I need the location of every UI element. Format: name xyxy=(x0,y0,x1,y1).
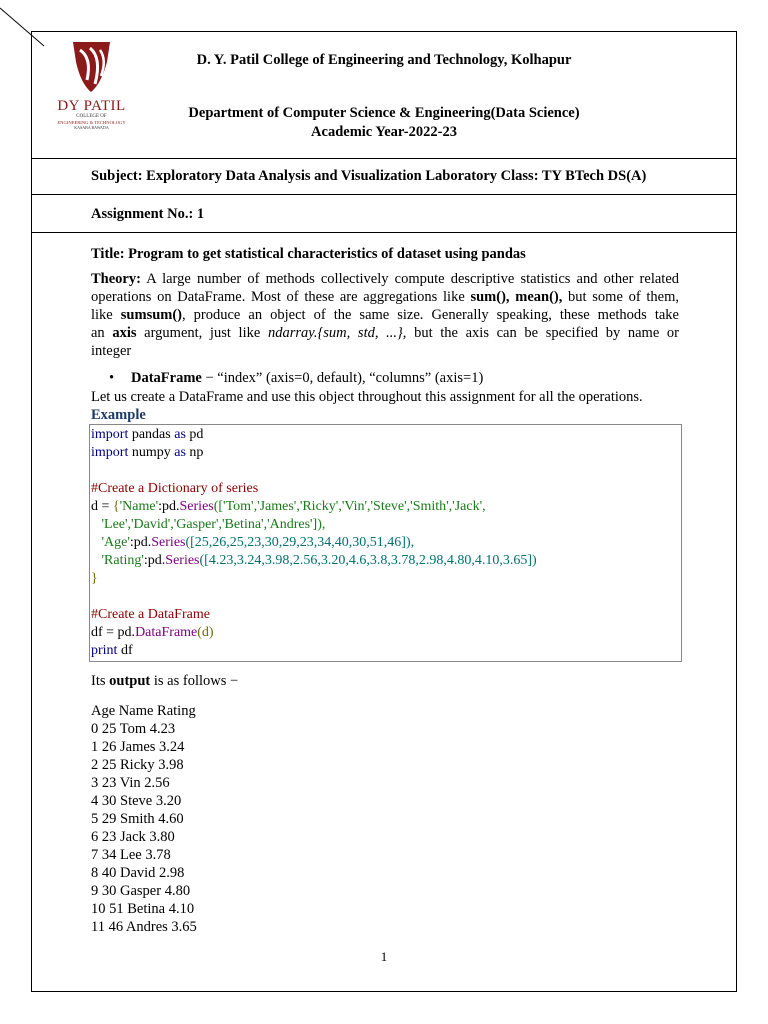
department-name: Department of Computer Science & Engineering(Data Science) xyxy=(188,105,580,121)
output-line: 0 25 Tom 4.23 xyxy=(91,721,176,737)
page-number: 1 xyxy=(380,949,388,964)
output-line: 2 25 Ricky 3.98 xyxy=(91,757,184,773)
divider xyxy=(32,158,736,159)
output-line: 1 26 James 3.24 xyxy=(91,739,185,755)
bullet-dot-icon: • xyxy=(109,370,115,386)
output-line: 11 46 Andres 3.65 xyxy=(91,919,197,935)
output-intro: Its output is as follows − xyxy=(91,673,239,689)
output-line: 10 51 Betina 4.10 xyxy=(91,901,195,917)
output-line: 7 34 Lee 3.78 xyxy=(91,847,171,863)
code-block: import pandas as pd import numpy as np #Create a Dictionary of series d = {'Name':pd.Series(['Tom','James','Ricky','Vin','Steve','Smith','Jack', 'Lee','David','Gasper','Betina','Andres']), 'Age':pd.Series([25,26,25,23,30,29,23,34,40,30,51,46]), 'Rating':pd.Series([4.23,3.24,3.98,2.56,3.20,4.6,3.8,3.78,2.98,4.80,4.10,3.65]) } #Create a DataFrame df = pd.DataFrame(d) print df xyxy=(89,424,682,662)
logo-subtext-1: COLLEGE OF xyxy=(76,114,107,119)
divider xyxy=(32,194,736,195)
output-line: 6 23 Jack 3.80 xyxy=(91,829,175,845)
example-heading: Example xyxy=(91,407,146,423)
output-line: 5 29 Smith 4.60 xyxy=(91,811,184,827)
output-line: 8 40 David 2.98 xyxy=(91,865,185,881)
divider xyxy=(32,232,736,233)
output-table xyxy=(91,702,197,936)
logo-title: DY PATIL xyxy=(57,98,126,114)
logo-subtext-2: ENGINEERING & TECHNOLOGY xyxy=(57,120,126,125)
document-page xyxy=(31,31,737,992)
code-comment: #Create a DataFrame xyxy=(91,607,210,622)
output-line: 4 30 Steve 3.20 xyxy=(91,793,182,809)
theory-paragraph: Theory: A large number of methods collectively compute descriptive statistics and other related operations on DataFrame. Most of these are aggregations like sum(), mean(), but some of them, like sumsum(), produce an object of the same size. Generally speaking, these methods take an axis argument, just like ndarray.{sum, std, ...}, but the axis can be specified by name or integer xyxy=(91,271,679,359)
intro-text: Let us create a DataFrame and use this object throughout this assignment for all the operations. xyxy=(91,389,643,405)
theory-label: Theory: xyxy=(91,271,141,287)
dataframe-bullet: • DataFrame − “index” (axis=0, default), “columns” (axis=1) xyxy=(109,370,484,386)
logo-subtext-3: KASABA BAWADA xyxy=(74,125,109,130)
college-name: D. Y. Patil College of Engineering and Technology, Kolhapur xyxy=(196,52,572,68)
output-line: 9 30 Gasper 4.80 xyxy=(91,883,191,899)
assignment-title: Title: Program to get statistical characteristics of dataset using pandas xyxy=(91,246,526,262)
subject-line: Subject: Exploratory Data Analysis and Visualization Laboratory Class: TY BTech DS(A) xyxy=(91,168,647,184)
code-comment: #Create a Dictionary of series xyxy=(91,481,259,496)
academic-year: Academic Year-2022-23 xyxy=(311,124,457,140)
output-line: 3 23 Vin 2.56 xyxy=(91,775,170,791)
assignment-number: Assignment No.: 1 xyxy=(91,206,205,222)
output-line: Age Name Rating xyxy=(91,703,196,719)
